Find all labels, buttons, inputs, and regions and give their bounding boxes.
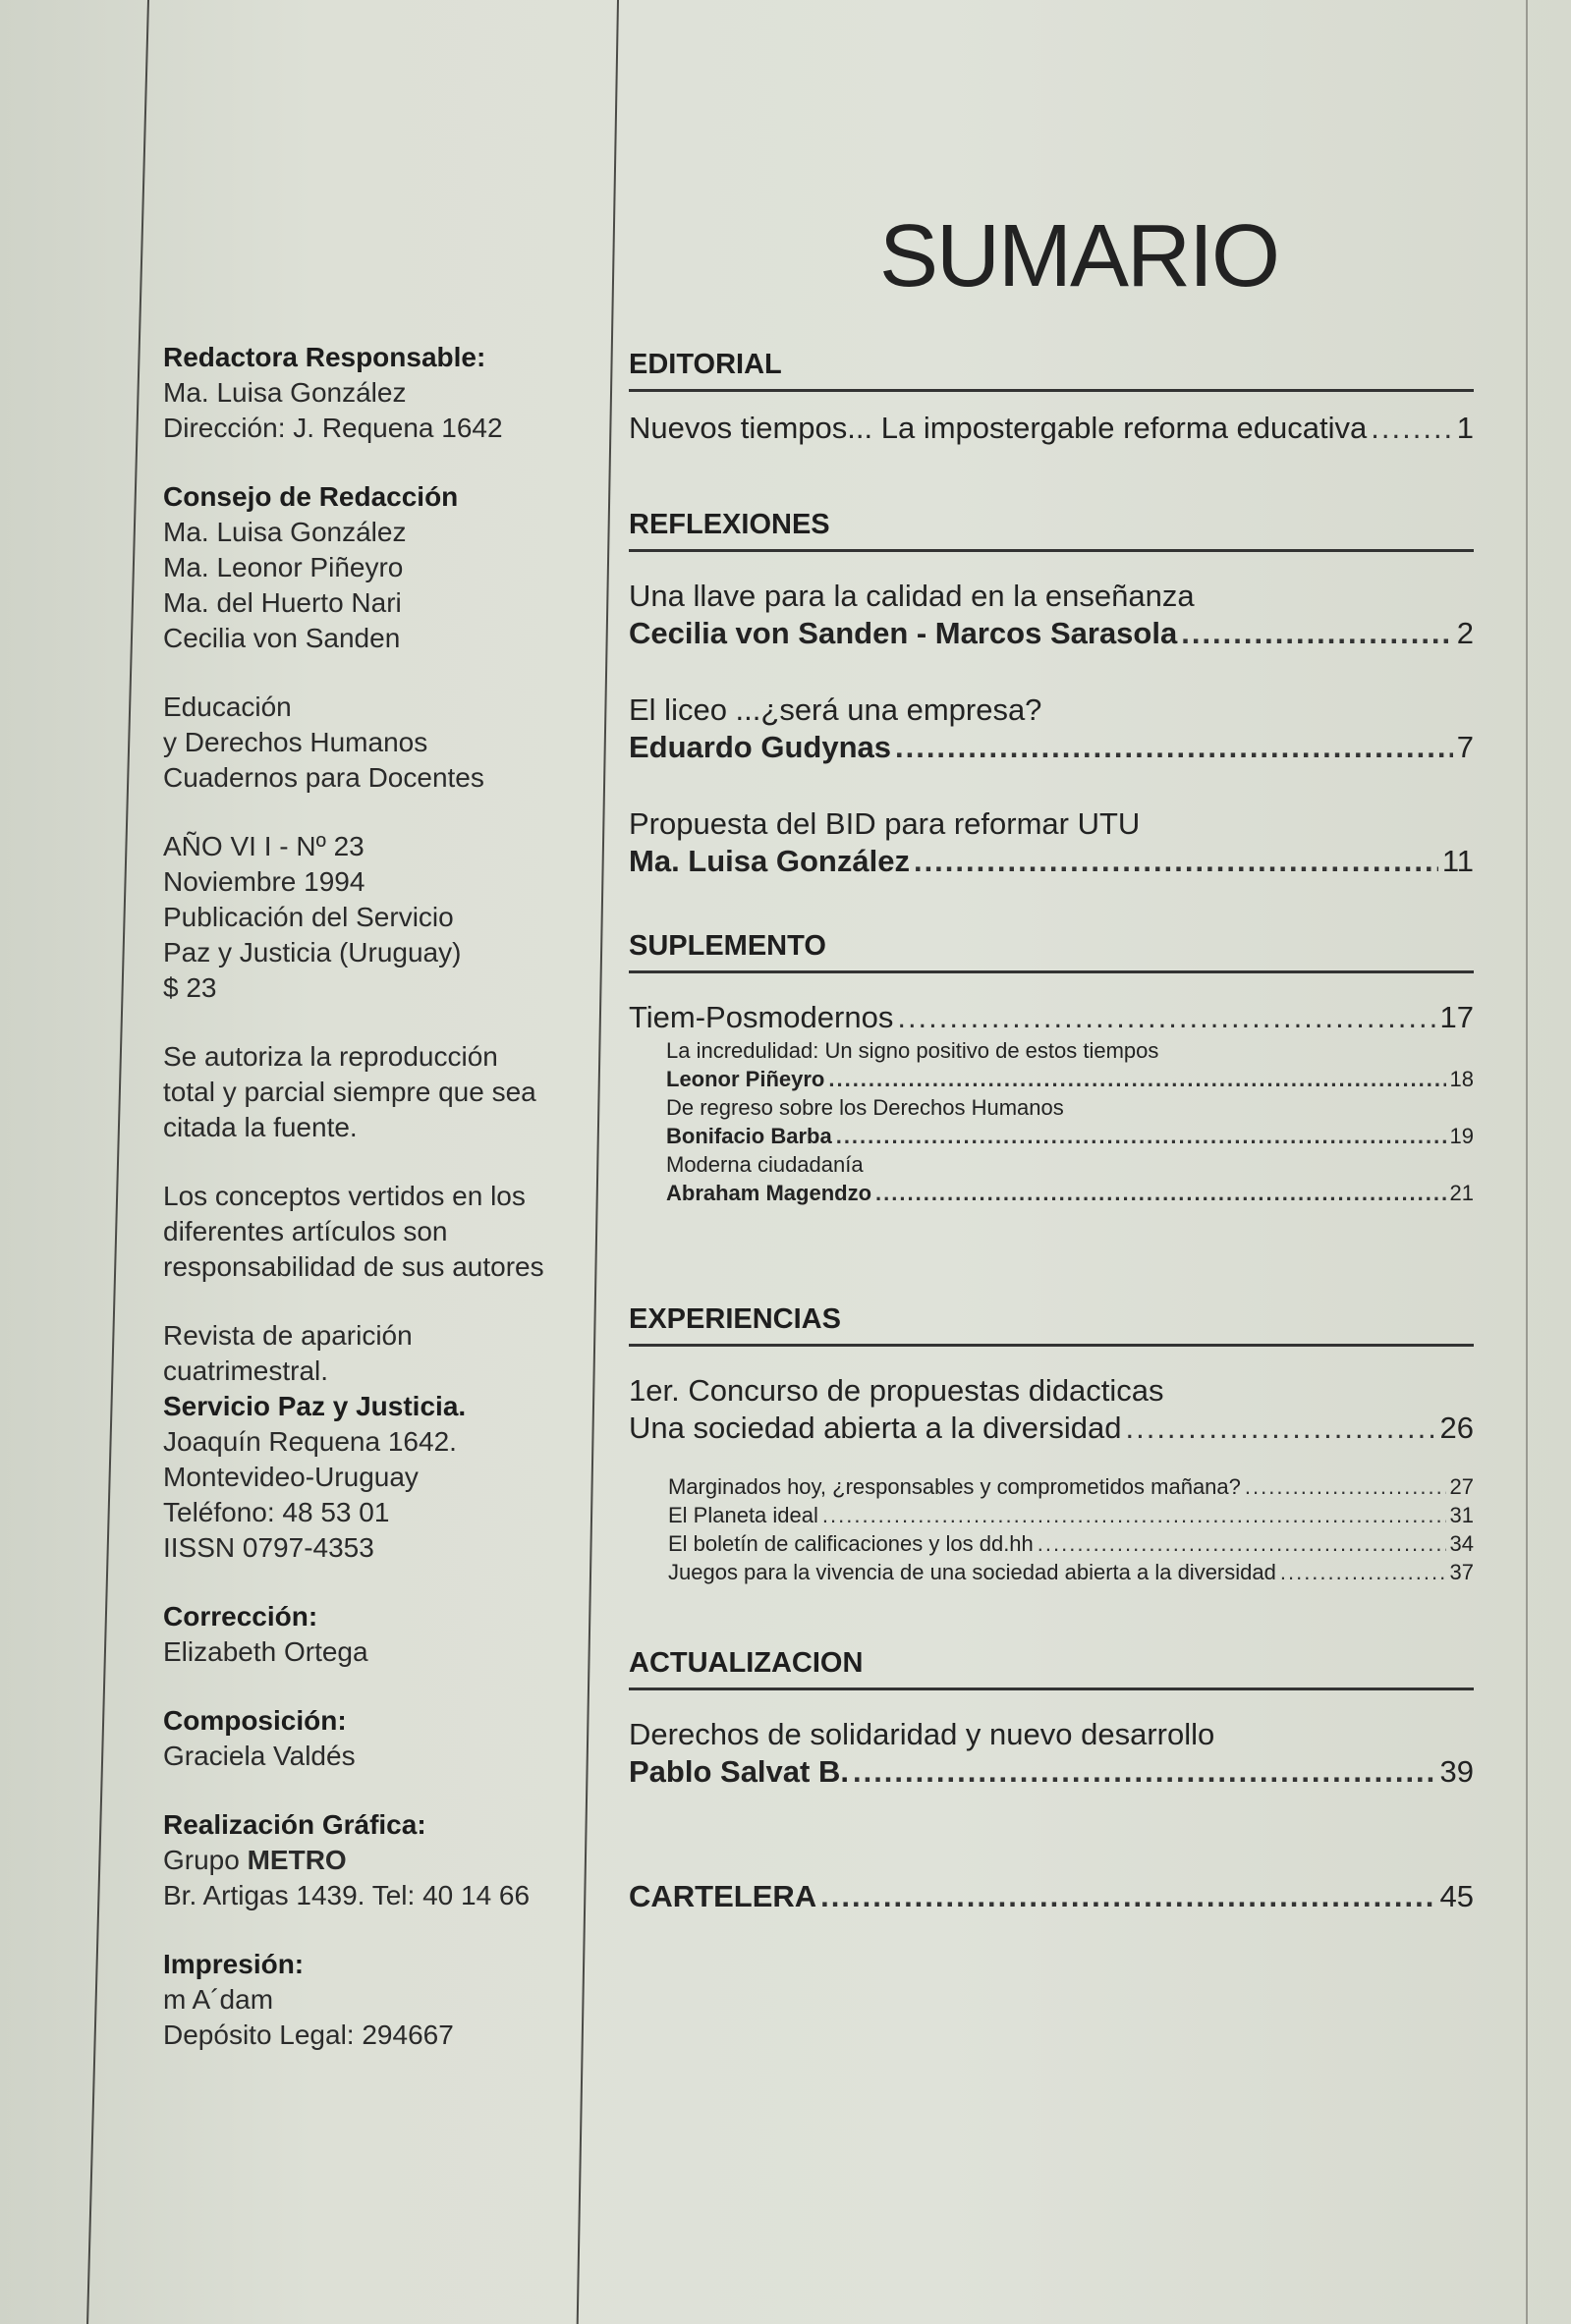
entry-page: 21	[1449, 1181, 1474, 1205]
dot-leader	[1125, 1410, 1435, 1447]
entry-author-line	[629, 615, 1474, 652]
series-block	[163, 690, 595, 796]
issue-line: AÑO VI I - Nº 23	[163, 831, 365, 861]
publisher-phone: Teléfono: 48 53 01	[163, 1497, 390, 1527]
publisher-issn: IISSN 0797-4353	[163, 1532, 374, 1563]
series-line: Educación	[163, 692, 292, 722]
dot-leader	[836, 1122, 1446, 1150]
dot-leader	[828, 1065, 1445, 1093]
graphics-name	[163, 1843, 595, 1878]
reproduction-line: citada la fuente.	[163, 1112, 358, 1142]
entry-page: 34	[1449, 1531, 1474, 1556]
entry-title: Tiem-Posmodernos	[629, 1000, 894, 1034]
toc-subentry[interactable]	[666, 1036, 1474, 1093]
entry-title: Una llave para la calidad en la enseñanza	[629, 579, 1195, 613]
entry-page: 1	[1456, 411, 1474, 445]
disclaimer-line: diferentes artículos son	[163, 1216, 448, 1246]
entry-title: El Planeta ideal	[668, 1503, 818, 1527]
section-heading: ACTUALIZACION	[629, 1647, 1474, 1690]
board-member: Ma. del Huerto Nari	[163, 587, 402, 618]
entry-page: 17	[1439, 1000, 1474, 1034]
entry-page: 19	[1449, 1124, 1474, 1148]
graphics-name-prefix: Grupo	[163, 1845, 240, 1875]
publisher-block	[163, 1318, 595, 1566]
dot-leader	[897, 999, 1435, 1036]
entry-author-line	[629, 843, 1474, 880]
page-title: SUMARIO	[879, 207, 1279, 305]
toc-subentry[interactable]	[668, 1501, 1474, 1529]
entry-author: Cecilia von Sanden - Marcos Sarasola	[629, 616, 1178, 650]
section-actualizacion	[629, 1647, 1474, 1791]
entry-title: 1er. Concurso de propuestas didacticas	[629, 1373, 1164, 1408]
board-member: Ma. Leonor Piñeyro	[163, 552, 404, 582]
reproduction-line: Se autoriza la reproducción	[163, 1041, 498, 1072]
printing-name: m A´dam	[163, 1984, 274, 2015]
entry-author-line	[666, 1122, 1474, 1150]
editor-address: Dirección: J. Requena 1642	[163, 413, 503, 443]
issue-line: Publicación del Servicio	[163, 902, 454, 932]
section-reflexiones	[629, 509, 1474, 880]
dot-leader	[1181, 615, 1453, 652]
dot-leader	[895, 729, 1453, 766]
sub-entries	[629, 1472, 1474, 1586]
entry-page: 7	[1456, 730, 1474, 764]
section-heading: REFLEXIONES	[629, 509, 1474, 552]
issue-line: Paz y Justicia (Uruguay)	[163, 937, 462, 968]
composition-name: Graciela Valdés	[163, 1741, 356, 1771]
entry-title: Derechos de solidaridad y nuevo desarrollo	[629, 1717, 1215, 1751]
toc-subentry[interactable]	[668, 1472, 1474, 1501]
disclaimer-line: Los conceptos vertidos en los	[163, 1181, 526, 1211]
entry-title: Moderna ciudadanía	[666, 1152, 864, 1177]
dot-leader	[1245, 1472, 1446, 1501]
board-member: Cecilia von Sanden	[163, 623, 401, 653]
entry-title-line	[629, 1410, 1474, 1447]
toc-entry[interactable]	[629, 578, 1474, 652]
dot-leader	[1371, 410, 1452, 447]
entry-author: Ma. Luisa González	[629, 844, 910, 878]
section-heading: EXPERIENCIAS	[629, 1303, 1474, 1347]
entry-title: De regreso sobre los Derechos Humanos	[666, 1095, 1064, 1120]
toc-subentry[interactable]	[668, 1558, 1474, 1586]
entry-page: 31	[1449, 1503, 1474, 1527]
correction-name: Elizabeth Ortega	[163, 1636, 368, 1667]
section-heading: SUPLEMENTO	[629, 930, 1474, 973]
toc-entry[interactable]	[629, 1372, 1474, 1447]
entry-title: La incredulidad: Un signo positivo de estos tiempos	[666, 1038, 1159, 1063]
section-experiencias	[629, 1303, 1474, 1586]
entry-title: Marginados hoy, ¿responsables y comprometidos mañana?	[668, 1474, 1241, 1499]
board-member: Ma. Luisa González	[163, 517, 407, 547]
entry-page: 37	[1449, 1560, 1474, 1584]
editor-name: Ma. Luisa González	[163, 377, 407, 408]
section-heading: EDITORIAL	[629, 349, 1474, 392]
printing-block	[163, 1947, 595, 2053]
publisher-line: Joaquín Requena 1642.	[163, 1426, 457, 1457]
editor-label: Redactora Responsable:	[163, 342, 486, 372]
correction-label: Corrección:	[163, 1601, 318, 1632]
dot-leader	[1280, 1558, 1446, 1586]
printing-label: Impresión:	[163, 1949, 305, 1979]
entry-title: El boletín de calificaciones y los dd.hh	[668, 1531, 1034, 1556]
series-line: Cuadernos para Docentes	[163, 762, 484, 793]
toc-entry[interactable]	[629, 1878, 1474, 1915]
entry-page: 45	[1439, 1879, 1474, 1913]
series-line: y Derechos Humanos	[163, 727, 428, 757]
correction-block	[163, 1599, 595, 1670]
entry-author-line	[629, 729, 1474, 766]
entry-author-line	[666, 1065, 1474, 1093]
dot-leader	[853, 1753, 1436, 1791]
entry-title: Propuesta del BID para reformar UTU	[629, 806, 1141, 841]
composition-label: Composición:	[163, 1705, 347, 1736]
board-block	[163, 479, 595, 656]
issue-price: $ 23	[163, 972, 217, 1003]
graphics-brand: METRO	[247, 1845, 347, 1875]
graphics-label: Realización Gráfica:	[163, 1809, 426, 1840]
publisher-line: Revista de aparición	[163, 1320, 413, 1351]
toc-subentry[interactable]	[666, 1093, 1474, 1150]
entry-title: Juegos para la vivencia de una sociedad abierta a la diversidad	[668, 1560, 1276, 1584]
entry-author: Abraham Magendzo	[666, 1181, 872, 1205]
issue-block	[163, 829, 595, 1006]
entry-author-line	[629, 1753, 1474, 1791]
entry-page: 27	[1449, 1474, 1474, 1499]
toc-entry[interactable]	[629, 805, 1474, 880]
reproduction-block	[163, 1039, 595, 1145]
entry-author: Leonor Piñeyro	[666, 1067, 825, 1091]
graphics-block	[163, 1807, 595, 1913]
entry-page: 26	[1439, 1411, 1474, 1445]
entry-author: Eduardo Gudynas	[629, 730, 891, 764]
entry-subtitle: Una sociedad abierta a la diversidad	[629, 1411, 1122, 1445]
entry-page: 2	[1456, 616, 1474, 650]
graphics-address: Br. Artigas 1439. Tel: 40 14 66	[163, 1880, 531, 1910]
sub-entries	[629, 1036, 1474, 1207]
entry-title: CARTELERA	[629, 1879, 817, 1913]
toc-subentry[interactable]	[668, 1529, 1474, 1558]
dot-leader	[1038, 1529, 1446, 1558]
entry-author-line	[666, 1179, 1474, 1207]
toc-entry[interactable]	[629, 692, 1474, 766]
composition-block	[163, 1703, 595, 1774]
entry-title: El liceo ...¿será una empresa?	[629, 692, 1042, 727]
entry-page: 11	[1441, 844, 1474, 878]
dot-leader	[822, 1501, 1446, 1529]
toc-subentry[interactable]	[666, 1150, 1474, 1207]
publisher-line: cuatrimestral.	[163, 1356, 329, 1386]
disclaimer-line: responsabilidad de sus autores	[163, 1251, 544, 1282]
reproduction-line: total y parcial siempre que sea	[163, 1077, 536, 1107]
entry-page: 18	[1449, 1067, 1474, 1091]
dot-leader	[875, 1179, 1445, 1207]
section-cartelera	[629, 1878, 1474, 1915]
publisher-name: Servicio Paz y Justicia.	[163, 1391, 467, 1421]
entry-page: 39	[1439, 1754, 1474, 1789]
issue-line: Noviembre 1994	[163, 866, 365, 897]
entry-title: Nuevos tiempos... La impostergable reforma educativa	[629, 411, 1368, 445]
publisher-line: Montevideo-Uruguay	[163, 1462, 419, 1492]
editor-block	[163, 340, 595, 446]
entry-author: Pablo Salvat B.	[629, 1754, 849, 1789]
legal-deposit: Depósito Legal: 294667	[163, 2020, 454, 2050]
dot-leader	[914, 843, 1438, 880]
right-edge-rule	[1526, 0, 1528, 2324]
toc-entry[interactable]	[629, 999, 1474, 1036]
toc-entry[interactable]	[629, 410, 1474, 447]
dot-leader	[820, 1878, 1435, 1915]
board-label: Consejo de Redacción	[163, 481, 459, 512]
section-editorial	[629, 349, 1474, 447]
masthead-column	[163, 340, 595, 2086]
disclaimer-block	[163, 1179, 595, 1285]
section-suplemento	[629, 930, 1474, 1207]
toc-entry[interactable]	[629, 1716, 1474, 1791]
entry-author: Bonifacio Barba	[666, 1124, 832, 1148]
